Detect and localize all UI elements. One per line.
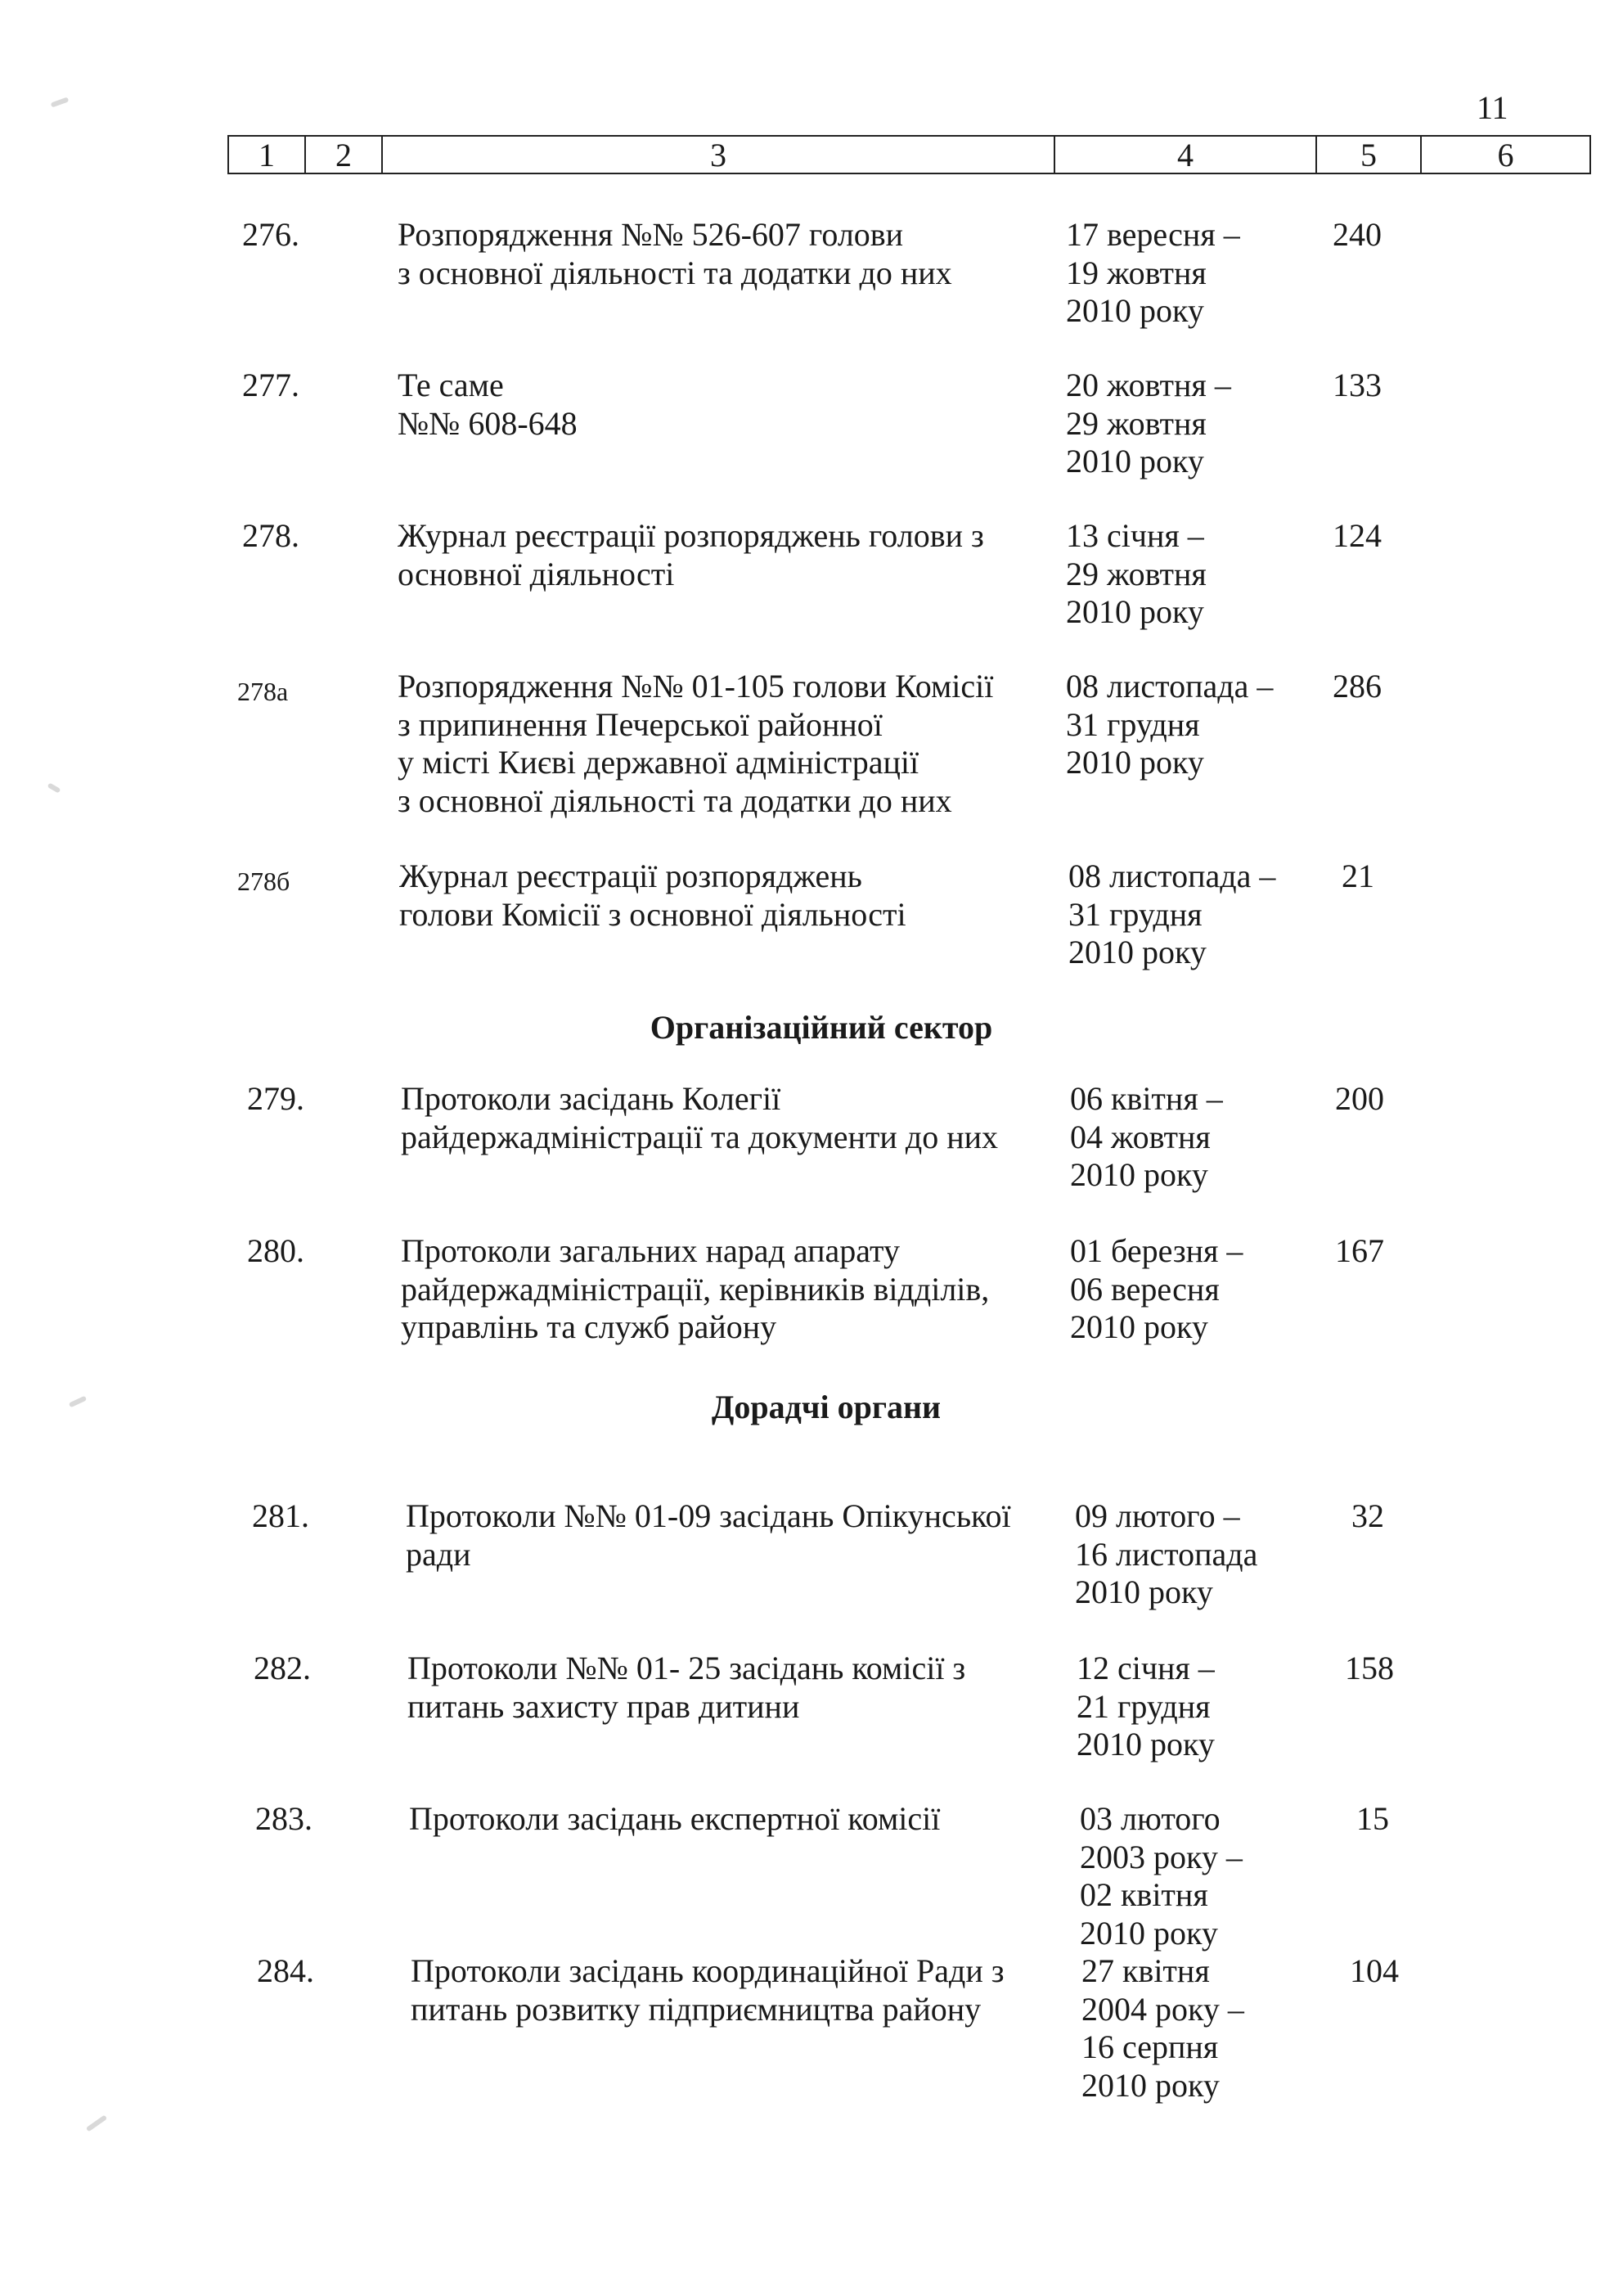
entry-number: 278б: [237, 867, 290, 896]
entry-count: 167: [1335, 1232, 1384, 1269]
column-header-5: 5: [1315, 137, 1420, 173]
entry-number: 282.: [254, 1650, 311, 1686]
entry-dates: 12 січня – 21 грудня 2010 року: [1077, 1650, 1215, 1763]
column-header-3: 3: [381, 137, 1054, 173]
entry-dates: 20 жовтня – 29 жовтня 2010 року: [1066, 367, 1231, 479]
entry-title: Розпорядження №№ 01-105 голови Комісії з припинення Печерської районної у місті Києві державної адміністрації з основної діяльності та додатки до них: [398, 668, 994, 819]
column-header-6: 6: [1420, 137, 1589, 173]
entry-count: 104: [1350, 1952, 1399, 1989]
entry-title: Протоколи засідань експертної комісії: [409, 1800, 941, 1837]
page-number: 11: [1477, 89, 1508, 126]
entry-dates: 13 січня – 29 жовтня 2010 року: [1066, 517, 1207, 630]
section-heading-advisory: Дорадчі органи: [711, 1389, 942, 1425]
entry-count: 158: [1345, 1650, 1394, 1686]
entry-count: 15: [1356, 1800, 1389, 1837]
entry-number: 280.: [247, 1232, 304, 1269]
entry-dates: 01 березня – 06 вересня 2010 року: [1070, 1232, 1243, 1345]
column-header-1: 1: [259, 136, 275, 173]
section-heading-organizational: Організаційний сектор: [650, 1009, 993, 1046]
column-header-2: 2: [304, 137, 381, 173]
entry-title: Протоколи загальних нарад апарату райдержадміністрації, керівників відділів, управлінь та служб району: [401, 1232, 990, 1345]
entry-title: Протоколи засідань координаційної Ради з питань розвитку підприємництва району: [411, 1952, 1005, 2028]
entry-dates: 17 вересня – 19 жовтня 2010 року: [1066, 216, 1240, 329]
entry-number: 278а: [237, 677, 289, 706]
entry-count: 200: [1335, 1080, 1384, 1117]
column-header-4: 4: [1054, 137, 1315, 173]
entry-title: Журнал реєстрації розпоряджень голови Комісії з основної діяльності: [399, 858, 906, 933]
entry-count: 21: [1342, 858, 1374, 894]
entry-title: Протоколи №№ 01-09 засідань Опікунської ради: [406, 1497, 1011, 1573]
entry-count: 124: [1333, 517, 1382, 554]
entry-dates: 09 лютого – 16 листопада 2010 року: [1075, 1497, 1258, 1610]
entry-dates: 08 листопада – 31 грудня 2010 року: [1068, 858, 1276, 970]
column-header-row: [227, 135, 1591, 174]
entry-title: Протоколи засідань Колегії райдержадміністрації та документи до них: [401, 1080, 998, 1155]
scan-speck: [47, 782, 61, 793]
scan-speck: [86, 2115, 107, 2132]
entry-number: 283.: [255, 1800, 312, 1837]
entry-number: 276.: [242, 216, 299, 253]
entry-number: 284.: [257, 1952, 314, 1989]
entry-title: Розпорядження №№ 526-607 голови з основної діяльності та додатки до них: [398, 216, 952, 291]
entry-title: Протоколи №№ 01- 25 засідань комісії з питань захисту прав дитини: [407, 1650, 966, 1725]
scan-speck: [51, 97, 70, 107]
entry-number: 281.: [252, 1497, 309, 1534]
entry-dates: 27 квітня 2004 року – 16 серпня 2010 року: [1081, 1952, 1244, 2104]
entry-dates: 03 лютого 2003 року – 02 квітня 2010 року: [1080, 1800, 1243, 1952]
entry-count: 240: [1333, 216, 1382, 253]
entry-number: 277.: [242, 367, 299, 403]
entry-number: 279.: [247, 1080, 304, 1117]
entry-title: Те саме №№ 608-648: [398, 367, 578, 442]
entry-count: 286: [1333, 668, 1382, 705]
entry-dates: 06 квітня – 04 жовтня 2010 року: [1070, 1080, 1223, 1193]
entry-dates: 08 листопада – 31 грудня 2010 року: [1066, 668, 1274, 781]
entry-count: 32: [1351, 1497, 1384, 1534]
entry-title: Журнал реєстрації розпоряджень голови з основної діяльності: [398, 517, 984, 592]
entry-number: 278.: [242, 517, 299, 554]
entry-count: 133: [1333, 367, 1382, 403]
